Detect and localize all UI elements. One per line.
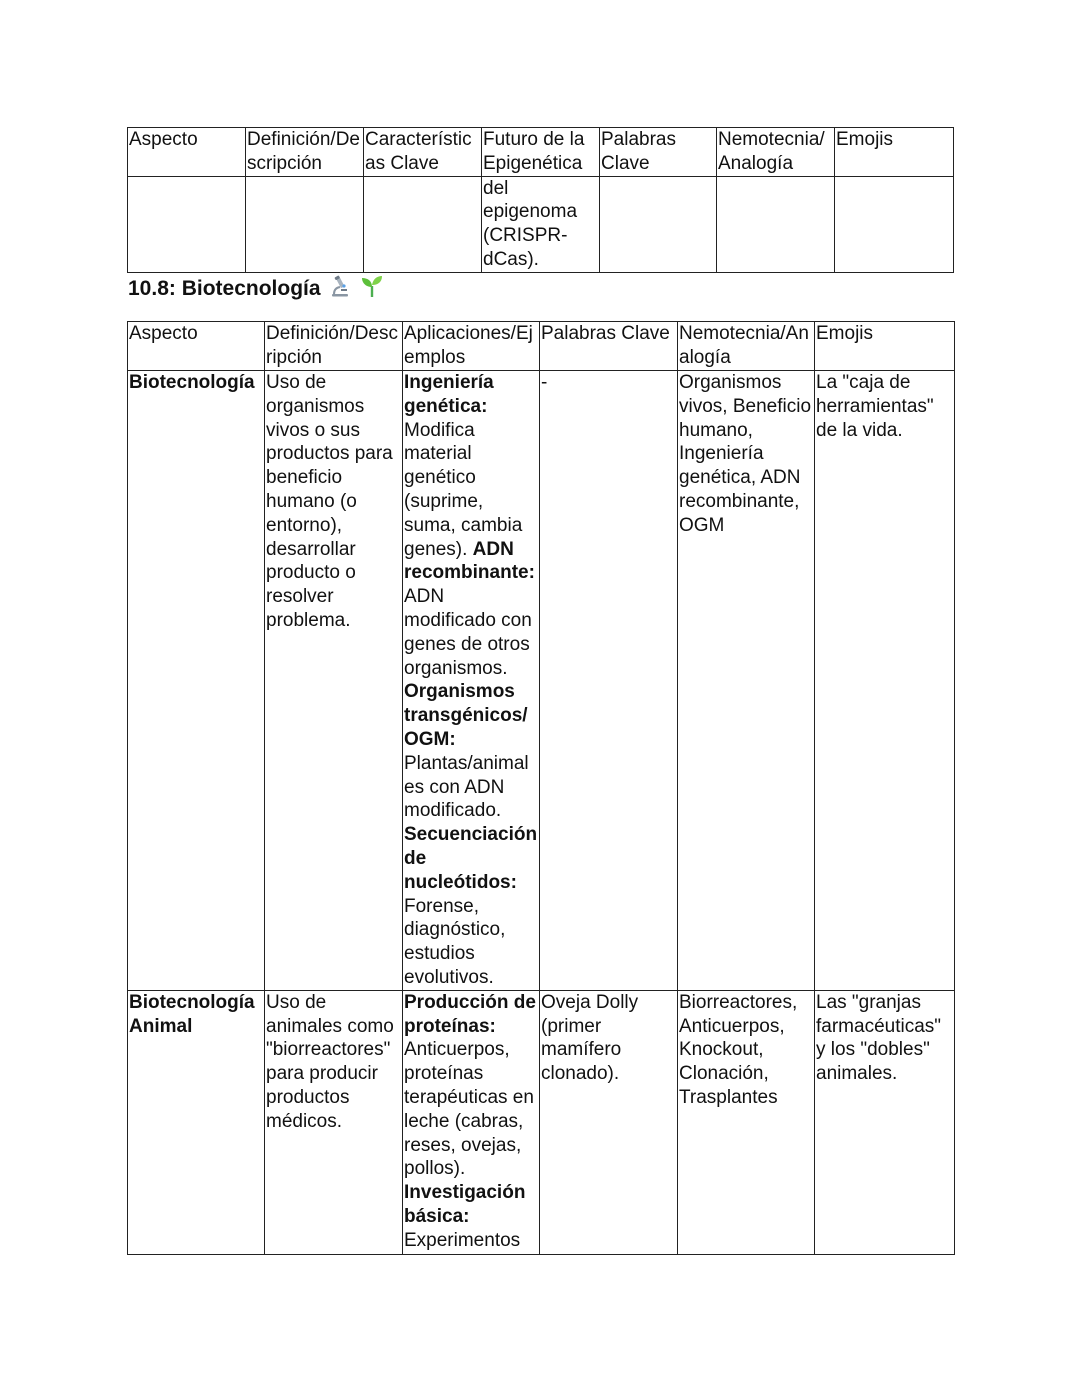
header-cell: Emojis: [815, 322, 955, 371]
header-cell: Palabras Clave: [600, 128, 717, 177]
header-cell: Características Clave: [364, 128, 482, 177]
keywords-cell: -: [540, 371, 678, 991]
emojis-cell: La "caja de herramientas" de la vida.: [815, 371, 955, 991]
header-cell: Palabras Clave: [540, 322, 678, 371]
table-cell: del epigenoma (CRISPR-dCas).: [482, 176, 600, 272]
table-cell: [717, 176, 835, 272]
application-text: Modifica material genético (suprime, suma, cambia genes).: [404, 419, 523, 560]
table-cell: [835, 176, 954, 272]
definition-cell: Uso de organismos vivos o sus productos para beneficio humano (o entorno), desarrollar producto o resolver problema.: [265, 371, 403, 991]
header-cell: Aplicaciones/Ejemplos: [403, 322, 540, 371]
aspect-cell: Biotecnología: [128, 371, 265, 991]
application-text: Experimentos: [404, 1229, 521, 1251]
mnemonic-cell: Organismos vivos, Beneficio humano, Ingeniería genética, ADN recombinante, OGM: [678, 371, 815, 991]
application-term: Organismos transgénicos/ OGM:: [404, 681, 528, 750]
application-term: Ingeniería genética:: [404, 372, 494, 417]
applications-cell: [403, 990, 540, 1254]
microscope-icon: [328, 274, 352, 306]
application-term: Producción de proteínas:: [404, 991, 536, 1037]
header-cell: Aspecto: [128, 128, 246, 177]
application-text: Plantas/animales con ADN modificado.: [404, 752, 529, 822]
aspect-cell: Biotecnología Animal: [128, 990, 265, 1254]
table-cell: [600, 176, 717, 272]
table-header-row: [128, 128, 954, 177]
section-heading: [128, 274, 384, 306]
application-text: ADN modificado con genes de otros organismos.: [404, 586, 532, 679]
epigenetics-table-continuation: [127, 127, 954, 273]
definition-cell: Uso de animales como "biorreactores" para producir productos médicos.: [265, 990, 403, 1254]
table-header-row: [128, 322, 955, 371]
table-row: [128, 371, 955, 991]
table-cell: [246, 176, 364, 272]
header-cell: Definición/Descripción: [265, 322, 403, 371]
emojis-cell: Las "granjas farmacéuticas" y los "dobles" animales.: [815, 990, 955, 1254]
application-term: ADN recombinante:: [404, 538, 535, 584]
application-text: Forense, diagnóstico, estudios evolutivos.: [404, 895, 506, 988]
mnemonic-cell: Biorreactores, Anticuerpos, Knockout, Clonación, Trasplantes: [678, 990, 815, 1254]
application-text: Anticuerpos, proteínas terapéuticas en leche (cabras, reses, ovejas, pollos).: [404, 1039, 534, 1180]
header-cell: Nemotecnia/ Analogía: [717, 128, 835, 177]
header-cell: Futuro de la Epigenética: [482, 128, 600, 177]
application-term: Secuenciación de nucleótidos:: [404, 824, 538, 893]
table-row: [128, 176, 954, 272]
biotechnology-table: [127, 321, 955, 1255]
application-term: Investigación básica:: [404, 1182, 526, 1227]
header-cell: Definición/Descripción: [246, 128, 364, 177]
section-title: 10.8: Biotecnología: [128, 277, 321, 300]
keywords-cell: Oveja Dolly (primer mamífero clonado).: [540, 990, 678, 1254]
table-row: [128, 990, 955, 1254]
table-cell: [364, 176, 482, 272]
seedling-icon: [360, 274, 384, 306]
table-cell: [128, 176, 246, 272]
header-cell: Emojis: [835, 128, 954, 177]
applications-cell: [403, 371, 540, 991]
header-cell: Nemotecnia/Analogía: [678, 322, 815, 371]
header-cell: Aspecto: [128, 322, 265, 371]
